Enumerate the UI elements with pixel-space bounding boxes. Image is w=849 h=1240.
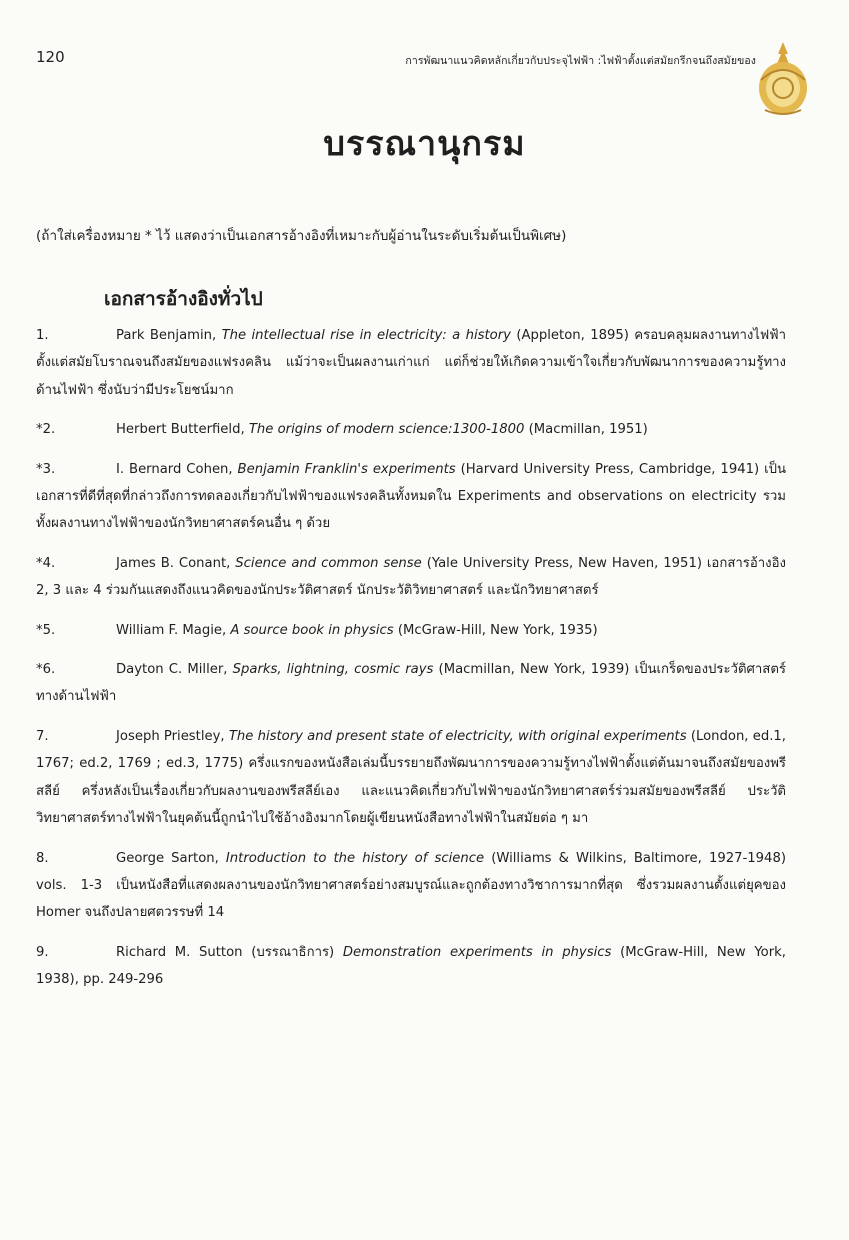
reference-author: Joseph Priestley, <box>116 728 225 744</box>
page-title: บรรณานุกรม <box>323 124 526 164</box>
reference-entry <box>36 845 786 927</box>
reference-details: (McGraw-Hill, New York, 1938), pp. 249-296 <box>36 944 786 988</box>
reference-list <box>36 322 786 1006</box>
reference-entry <box>36 416 786 443</box>
reference-entry <box>36 322 786 404</box>
reference-details: (London, ed.1, 1767; ed.2, 1769 ; ed.3, 1775) ครึ่งแรกของหนังสือเล่มนี้บรรยายถึงพัฒนาการของความรู้ทางไฟฟ้าตั้งแต่ต้นมาจนถึงสมัยของพรีสลีย์ ครึ่งหลังเป็นเรื่องเกี่ยวกับผลงานของพรีสลีย์เอง และแนวคิดเกี่ยวกับไฟฟ้าของนักวิทยาศาสตร์ร่วมสมัยของพรีสลีย์ ประวัติวิทยาศาสตร์ทางไฟฟ้าในยุคต้นนี้ถูกนำไปใช้อ้างอิงมากโดยผู้เขียนหนังสือทางไฟฟ้าในสมัยต่อ ๆ มา <box>36 728 786 827</box>
reference-number: *2. <box>36 422 56 438</box>
reference-number: *6. <box>36 662 56 678</box>
reference-number: 8. <box>36 850 49 866</box>
reference-number: 7. <box>36 728 49 744</box>
reference-details: (Appleton, 1895) ครอบคลุมผลงานทางไฟฟ้าตั้งแต่สมัยโบราณจนถึงสมัยของแฟรงคลิน แม้ว่าจะเป็นผลงานเก่าแก่ แต่ก็ช่วยให้เกิดความเข้าใจเกี่ยวกับพัฒนาการของความรู้ทางด้านไฟฟ้า ซึ่งนับว่ามีประโยชน์มาก <box>36 328 787 398</box>
reference-title: Sparks, lightning, cosmic rays <box>232 662 434 678</box>
reference-entry <box>36 723 786 833</box>
reference-entry <box>36 656 786 711</box>
reference-details: (Macmillan, 1951) <box>528 422 648 438</box>
reference-number: *3. <box>36 461 56 477</box>
reference-details: (Harvard University Press, Cambridge, 1941) เป็นเอกสารที่ดีที่สุดที่กล่าวถึงการทดลองเกี่ยวกับไฟฟ้าของแฟรงคลินทั้งหมดใน Experiments and observations on electricity รวมทั้งผลงานทางไฟฟ้าของนักวิทยาศาสตร์คนอื่น ๆ ด้วย <box>36 461 786 532</box>
reference-author: Dayton C. Miller, <box>116 662 228 678</box>
reference-entry <box>36 939 786 994</box>
reference-title: Demonstration experiments in physics <box>342 944 612 960</box>
reference-title: Science and common sense <box>235 555 422 571</box>
reference-number: *4. <box>36 555 56 571</box>
reference-author: I. Bernard Cohen, <box>116 461 233 477</box>
reference-details: (Yale University Press, New Haven, 1951) เอกสารอ้างอิง 2, 3 และ 4 ร่วมกันแสดงถึงแนวคิดของนักประวัติศาสตร์ นักประวัติวิทยาศาสตร์ และนักวิทยาศาสตร์ <box>36 555 786 599</box>
reference-author: Richard M. Sutton (บรรณาธิการ) <box>116 944 335 960</box>
reference-details: (McGraw-Hill, New York, 1935) <box>397 622 598 638</box>
reference-title: A source book in physics <box>230 622 394 638</box>
reference-author: Herbert Butterfield, <box>116 422 245 438</box>
running-head: การพัฒนาแนวคิดหลักเกี่ยวกับประจุไฟฟ้า :ไฟฟ้าตั้งแต่สมัยกรีกจนถึงสมัยของ <box>405 55 756 67</box>
reference-number: 9. <box>36 944 49 960</box>
reference-title: The history and present state of electricity, with original experiments <box>228 728 687 744</box>
reference-author: George Sarton, <box>116 850 219 866</box>
university-seal-icon <box>755 40 811 118</box>
reference-title: The intellectual rise in electricity: a history <box>221 328 511 343</box>
reference-title: The origins of modern science:1300-1800 <box>248 422 525 438</box>
reference-entry <box>36 617 786 644</box>
section-heading: เอกสารอ้างอิงทั่วไป <box>104 288 263 310</box>
reference-entry <box>36 456 786 538</box>
reference-title: Benjamin Franklin's experiments <box>237 461 456 477</box>
reference-number: *5. <box>36 622 56 638</box>
reference-entry <box>36 550 786 605</box>
reference-author: Park Benjamin, <box>116 328 217 343</box>
reference-number: 1. <box>36 328 49 343</box>
page-number: 120 <box>36 48 65 66</box>
reference-details: (Williams & Wilkins, Baltimore, 1927-1948) vols. 1-3 เป็นหนังสือที่แสดงผลงานของนักวิทยาศาสตร์อย่างสมบูรณ์และถูกต้องทางวิชาการมากที่สุด ซึ่งรวมผลงานตั้งแต่ยุคของ Homer จนถึงปลายศตวรรษที่ 14 <box>36 850 786 921</box>
reference-author: William F. Magie, <box>116 622 227 638</box>
reference-author: James B. Conant, <box>116 555 231 571</box>
reference-title: Introduction to the history of science <box>225 850 485 866</box>
page-header <box>36 44 756 74</box>
reference-details: (Macmillan, New York, 1939) เป็นเกร็ดของประวัติศาสตร์ทางด้านไฟฟ้า <box>36 662 786 705</box>
reading-level-note: (ถ้าใส่เครื่องหมาย * ไว้ แสดงว่าเป็นเอกสารอ้างอิงที่เหมาะกับผู้อ่านในระดับเริ่มต้นเป็นพิเศษ) <box>36 228 567 244</box>
